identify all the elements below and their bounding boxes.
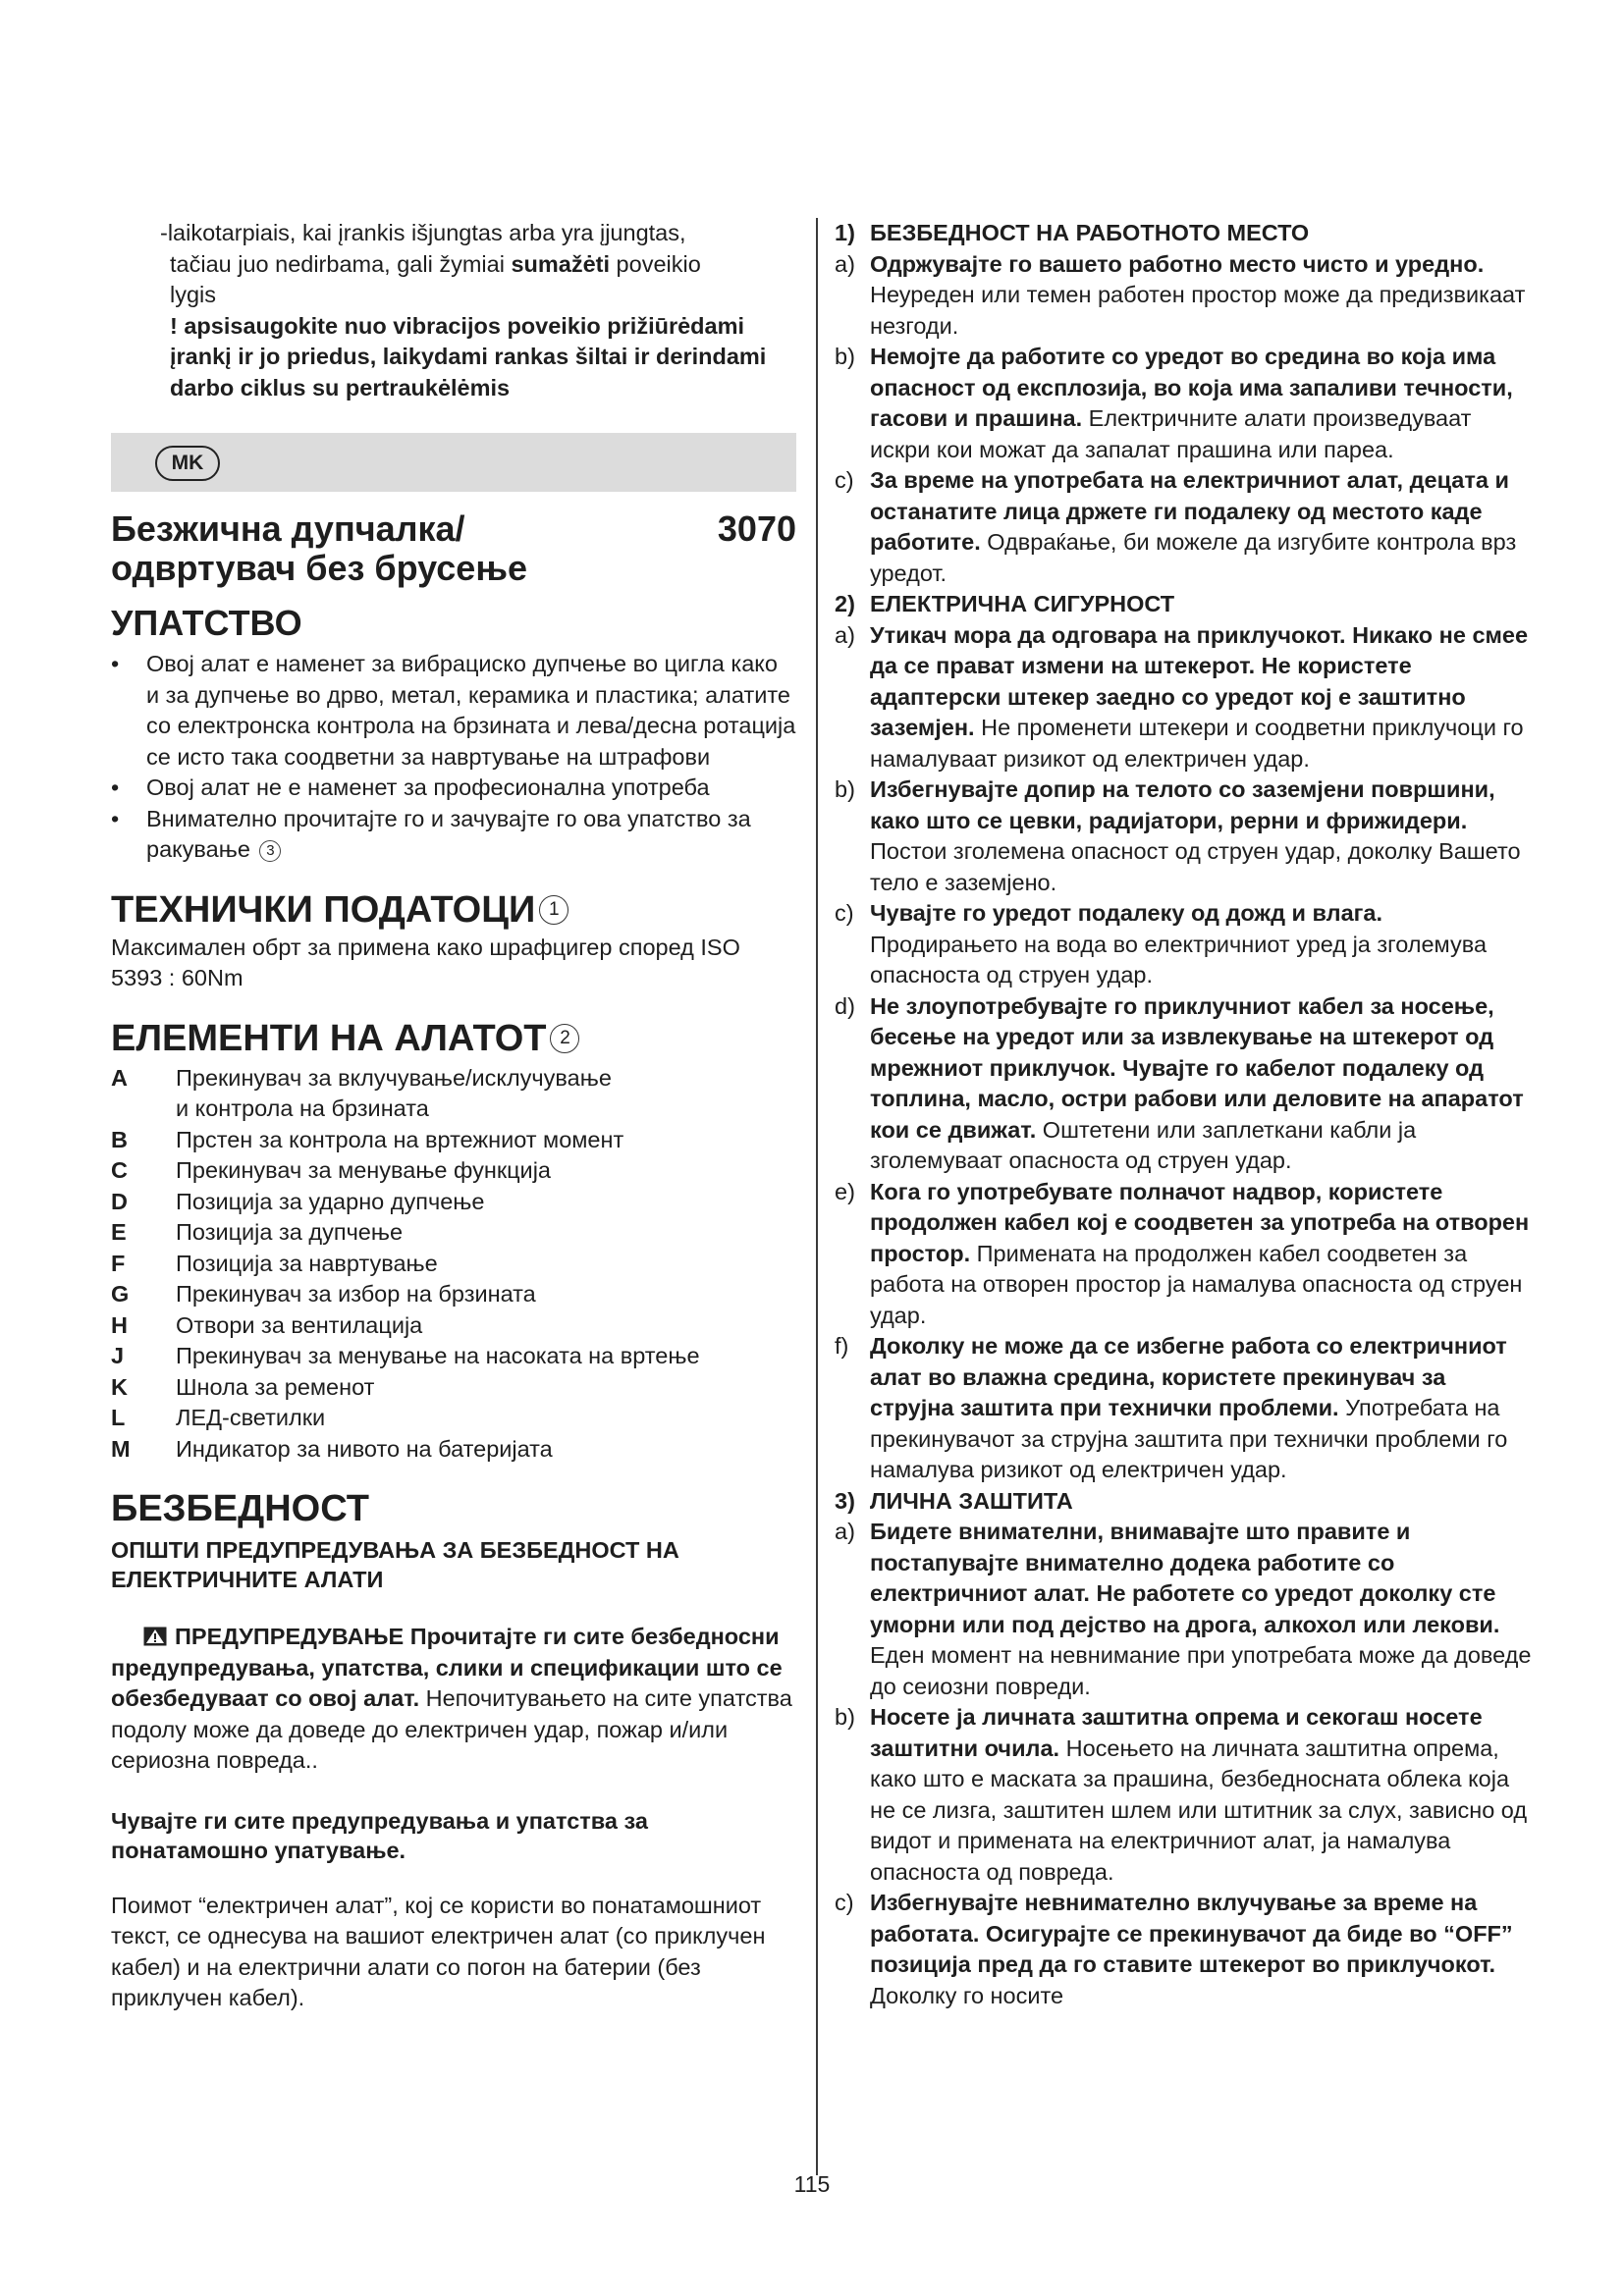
section-heading: 3) ЛИЧНА ЗАШТИТА [835,1487,1073,1514]
language-badge: MK [155,446,220,481]
list-item: B Прстен за контрола на вртежниот момент [111,1126,624,1152]
list-item: M Индикатор за нивото на батеријата [111,1435,553,1462]
list-item: • Овој алат е наменет за вибрациско дупчење во цигла како и за дупчење во дрво, метал, керамика и пластика; алатите со електронска контрола на брзината и лева/десна ротација се исто така соодветни за навртување на штрафови [111,651,796,770]
vibration-warning: ! apsisaugokite nuo vibracijos poveikio prižiūrėdami įrankį ir jo priedus, laikydami rankas šiltai ir derindami darbo ciklus su pertraukėlėmis [170,312,767,400]
column-divider [816,218,818,2175]
list-item: f) Доколку не може да се избегне работа со електричниот алат во влажна средина, користете прекинувач за струјна заштита при технички проблеми. Употребата на прекинувачот за струјна заштита при технички проблеми го намалува ризикот од електричен удар. [835,1333,1508,1482]
safety-subheading: ОПШТИ ПРЕДУПРЕДУВАЊА ЗА БЕЗБЕДНОСТ НА ЕЛЕКТРИЧНИТЕ АЛАТИ [111,1537,679,1592]
list-item: c) За време на употребата на електричниот алат, децата и останатите лица држете ги подалеку од местото каде работите. Одвраќање, би можеле да изгубите контрола врз уредот. [835,467,1517,586]
list-item: D Позиција за ударно дупчење [111,1188,485,1214]
list-item: и контрола на брзината [176,1095,429,1121]
model-number: 3070 [717,508,796,549]
list-item: b) Избегнувајте допир на телото со заземјени површини, како што се цевки, радијатори, рерни и фрижидери. Постои зголемена опасност од струен удар, доколку Вашето тело е заземјено. [835,776,1521,895]
list-item: F Позиција за навртување [111,1250,438,1276]
list-item: a) Одржувајте го вашето работно место чисто и уредно. Неуреден или темен работен простор може да предизвикаат незгоди. [835,250,1526,339]
heading-safety: БЕЗБЕДНОСТ [111,1488,369,1529]
warning-icon [143,1627,167,1646]
list-item: b) Носете ја личната заштитна опрема и секогаш носете заштитни очила. Носењето на личната заштитна опрема, како што е маската за прашина, безбедносната облека која не се лизга, заштитен шлем или штитник за слух, зависно од видот и примената на електричниот алат, ја намалува опасноста од повреда. [835,1704,1528,1885]
left-column [111,218,796,2014]
vibration-note [111,218,796,403]
page-number: 115 [793,2171,831,2197]
instructions-list [111,649,796,866]
heading-technical-data: ТЕХНИЧКИ ПОДАТОЦИ 1 [111,887,796,933]
list-item: G Прекинувач за избор на брзината [111,1281,536,1307]
intro-line: lygis [170,282,217,307]
intro-line: tačiau juo nedirbama, gali žymiai sumažėti poveikio [170,250,701,277]
right-column [835,218,1534,2011]
list-item: K Шнола за ременот [111,1373,375,1400]
list-item: C Прекинувач за менување функција [111,1157,551,1183]
general-warning: ПРЕДУПРЕДУВАЊЕ Прочитајте ги сите безбедносни предупредувања, упатства, слики и спецификации што се обезбедуваат со овој алат. Непочитувањето на сите упатства подолу може да доведе до електричен удар, пожар и/или сериозна повреда.. [111,1624,792,1773]
section-heading: 1) БЕЗБЕДНОСТ НА РАБОТНОТО МЕСТО [835,220,1310,245]
list-item: H Отвори за вентилација [111,1311,423,1338]
list-item: A Прекинувач за вклучување/исклучување [111,1064,612,1091]
list-item: d) Не злоупотребувајте го приклучниот кабел за носење, бесење на уредот или за извлекување на штекерот од мрежниот приклучок. Чувајте го кабелот подалеку од топлина, масло, остри рабови или деловите на апаратот кои се движат. Оштетени или заплеткани кабли ја зголемуваат опасноста од струен удар. [835,992,1524,1173]
tool-elements-list [111,1063,796,1466]
list-item: e) Кога го употребувате полначот надвор, користете продолжен кабел кој е соодветен за употреба на отворен простор. Примената на продолжен кабел соодветен за работа на отворен простор ја намалува опасноста од струен удар. [835,1178,1530,1328]
list-item: • Внимателно прочитајте го и зачувајте го ова упатство за ракување 3 [111,805,751,862]
heading-tool-elements: ЕЛЕМЕНТИ НА АЛАТОТ 2 [111,1016,796,1061]
language-bar [111,433,796,492]
heading-instructions: УПАТСТВО [111,603,302,643]
list-item: b) Немојте да работите со уредот во средина во која има опасност од експлозија, во која има запаливи течности, гасови и прашина. Електричните алати произведуваат искри кои можат да запалат прашина или пареа. [835,344,1513,462]
figure-ref: 3 [259,840,281,862]
section-heading: 2) ЕЛЕКТРИЧНА СИГУРНОСТ [835,591,1175,616]
list-item: E Позиција за дупчење [111,1219,404,1245]
technical-data-text: Максимален обрт за примена како шрафцигер според ISO 5393 : 60Nm [111,934,740,990]
term-definition: Поимот “електричен алат”, кој се користи во понатамошниот текст, се однесува на вашиот електричен алат (со приклучен кабел) и на електрични алати со погон на батерии (без приклучен кабел). [111,1892,766,2010]
list-item: a) Бидете внимателни, внимавајте што правите и постапувајте внимателно додека работите со електричниот алат. Не работете со уредот доколку сте уморни или под дејство на дрога, алкохол или лекови. Еден момент на невнимание при употребата може да доведе до сеиозни повреди. [835,1519,1532,1699]
list-item: J Прекинувач за менување на насоката на вртење [111,1343,700,1368]
list-item: c) Чувајте го уредот подалеку од дожд и влага. Продирањето на вода во електричниот уред ја зголемува опасноста од струен удар. [835,900,1488,988]
list-item: • Овој алат не е наменет за професионална употреба [111,774,710,800]
list-item: a) Утикач мора да одговара на приклучокот. Никако не смее да се прават измени на штекерот. Не користете адаптерски штекер заедно со уредот кој е заштитно заземјен. Не променети штекери и соодветни приклучоци го намалуваат ризикот од електричен удар. [835,621,1529,772]
keep-instructions: Чувајте ги сите предупредувања и упатства за понатамошно упатување. [111,1807,648,1863]
intro-line: -laikotarpiais, kai įrankis išjungtas arba yra įjungtas, [160,220,686,245]
figure-ref: 1 [539,895,568,925]
figure-ref: 2 [550,1024,579,1053]
product-title: Безжична дупчалка/ одвртувач без брусење 3070 [111,508,796,588]
list-item: c) Избегнувајте невнимателно вклучување за време на работата. Осигурајте се прекинувачот да биде во “OFF” позиција пред да го ставите штекерот во приклучокот. Доколку го носите [835,1890,1513,2008]
list-item: L ЛЕД-светилки [111,1405,326,1430]
